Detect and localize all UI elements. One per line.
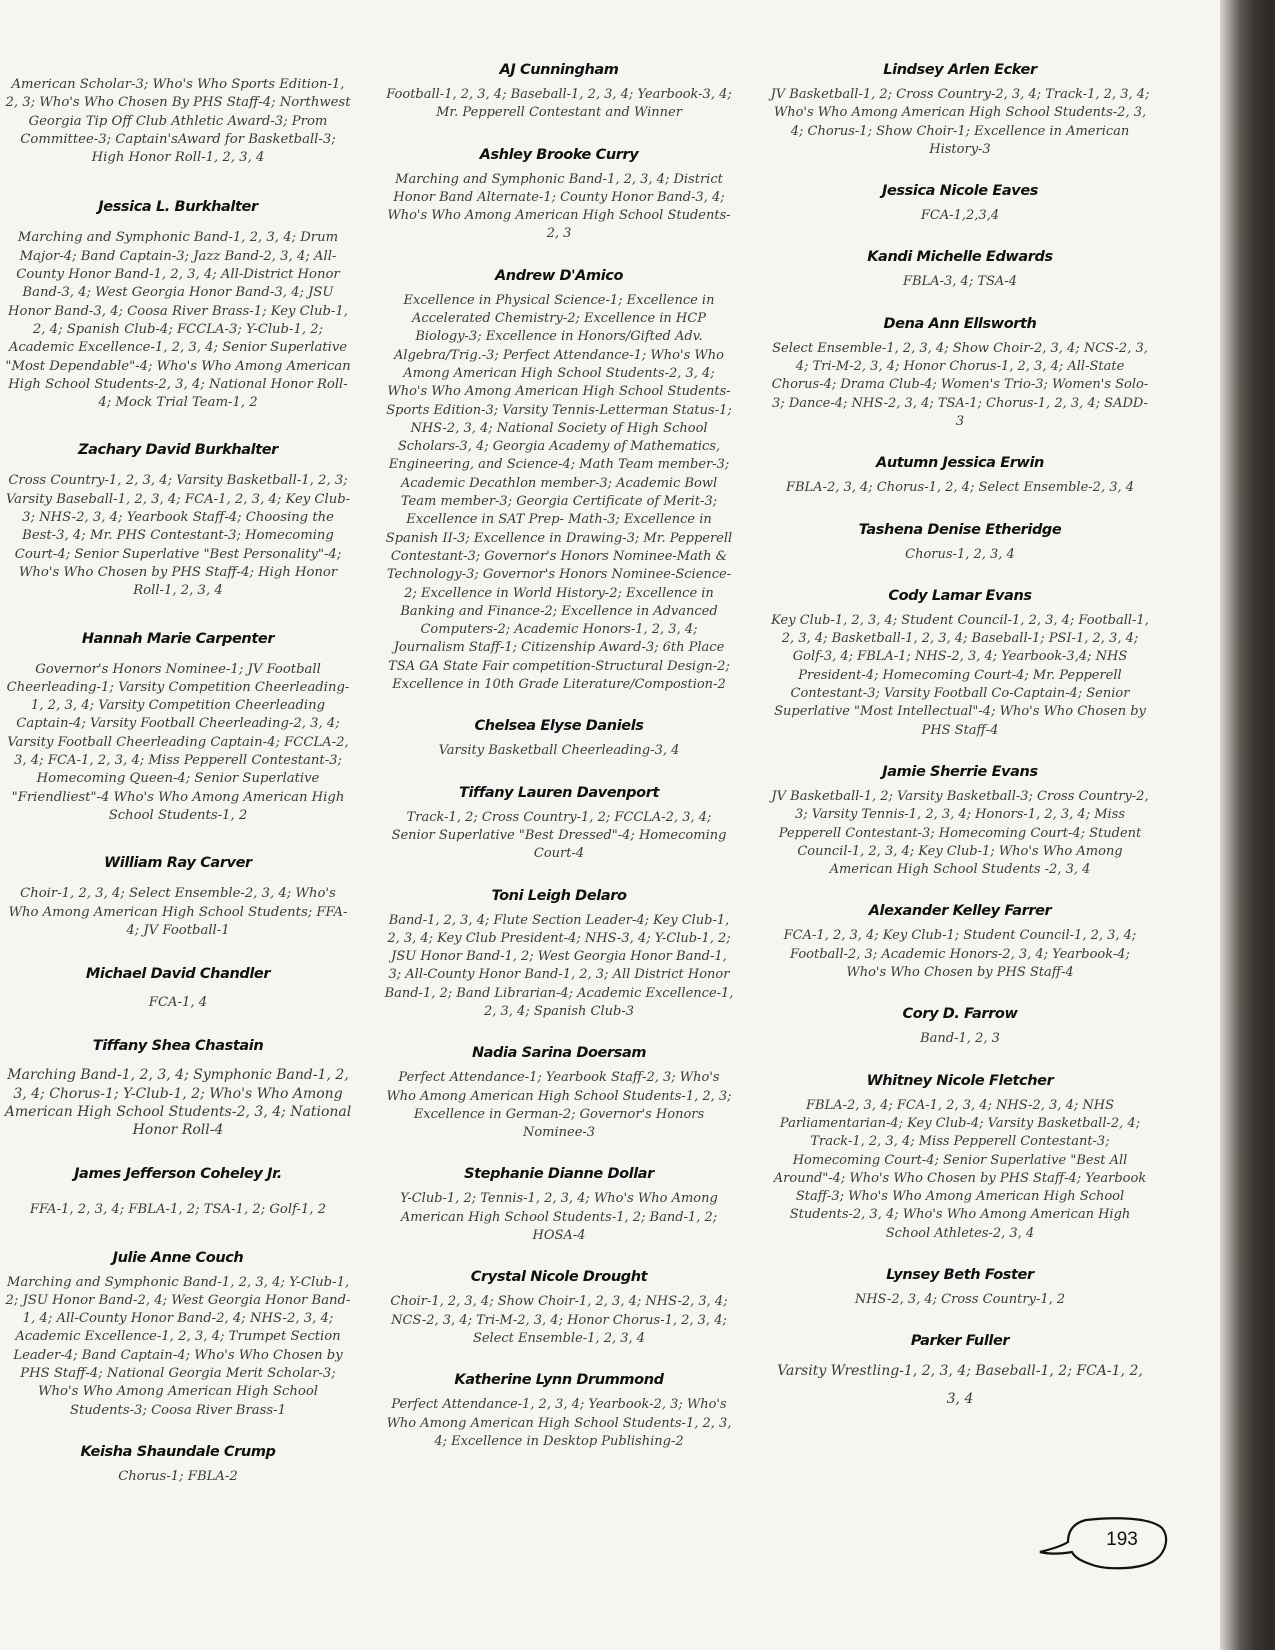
student-name: Hannah Marie Carpenter (81, 630, 275, 647)
entry-description: FFA-1, 2, 3, 4; FBLA-1, 2; TSA-1, 2; Golf-1, 2 (29, 1201, 327, 1217)
senior-entry (384, 147, 734, 244)
student-name: Lindsey Arlen Ecker (883, 62, 1037, 78)
entry-description: FCA-1,2,3,4 (920, 208, 1000, 224)
student-name: Alexander Kelley Farrer (868, 903, 1052, 920)
senior-entry (384, 1372, 734, 1451)
entry-description: Perfect Attendance-1; Yearbook Staff-2, 3; Who's Who Among American High School Students-1, 2, 3; Excellence in German-2; Governor's Honors Nominee-3 (386, 1070, 732, 1141)
entry-description: American Scholar-3; Who's Who Sports Edition-1, 2, 3; Who's Who Chosen By PHS Staff-4; Northwest Georgia Tip Off Club Athletic Award-3; Prom Committee-3; Captain'sAward for Basketball-3; High Honor Roll-1, 2, 3, 4 (5, 77, 351, 166)
student-name: Nadia Sarina Doersam (471, 1045, 647, 1062)
student-name: AJ Cunningham (499, 62, 619, 78)
senior-entry (4, 1250, 352, 1420)
book-spine-shadow (1220, 0, 1275, 1650)
senior-entry (384, 1045, 734, 1142)
senior-entry (770, 1073, 1150, 1243)
student-name: Whitney Nicole Fletcher (866, 1072, 1054, 1089)
column-left (4, 62, 352, 1510)
student-name: William Ray Carver (104, 855, 252, 872)
senior-entry (770, 522, 1150, 564)
senior-entry (384, 1166, 734, 1245)
student-name: Katherine Lynn Drummond (454, 1372, 664, 1389)
entry-description: Chorus-1; FBLA-2 (118, 1468, 238, 1484)
entry-continued (4, 76, 352, 167)
student-name: Autumn Jessica Erwin (876, 455, 1044, 472)
senior-entry (4, 1166, 352, 1226)
senior-entry (4, 442, 352, 600)
senior-entry (4, 1444, 352, 1486)
entry-description: FCA-1, 2, 3, 4; Key Club-1; Student Council-1, 2, 3, 4; Football-2, 3; Academic Honors-2, 3, 4; Yearbook-4; Who's Who Chosen by PHS Staff-4 (783, 928, 1137, 981)
entry-description: Y-Club-1, 2; Tennis-1, 2, 3, 4; Who's Who Among American High School Students-1, 2; Band-1, 2; HOSA-4 (400, 1191, 718, 1244)
entry-description: Marching and Symphonic Band-1, 2, 3, 4; Y-Club-1, 2; JSU Honor Band-2, 4; West Georgia Honor Band-1, 4; All-County Honor Band-2, 4; NHS-2, 3, 4; Academic Excellence-1, 2, 3, 4; Trumpet Section Leader-4; Band Captain-4; Who's Who Chosen by PHS Staff-4; National Georgia Merit Scholar-3; Who's Who Among American High School Students-3; Coosa River Brass-1 (5, 1274, 351, 1418)
senior-entry (4, 199, 352, 412)
entry-description: Choir-1, 2, 3, 4; Show Choir-1, 2, 3, 4; NHS-2, 3, 4; NCS-2, 3, 4; Tri-M-2, 3, 4; Honor Chorus-1, 2, 3, 4; Select Ensemble-1, 2, 3, 4 (390, 1294, 728, 1346)
entry-description: Varsity Wrestling-1, 2, 3, 4; Baseball-1, 2; FCA-1, 2, 3, 4 (777, 1363, 1143, 1408)
entry-description: FCA-1, 4 (148, 995, 208, 1011)
entry-description: Varsity Basketball Cheerleading-3, 4 (438, 743, 680, 759)
student-name: Tashena Denise Etheridge (858, 521, 1062, 538)
senior-entry (4, 855, 352, 940)
senior-entry (770, 249, 1150, 291)
student-name: Parker Fuller (910, 1333, 1010, 1350)
column-middle (384, 62, 734, 1475)
entry-description: Cross Country-1, 2, 3, 4; Varsity Basketball-1, 2, 3; Varsity Baseball-1, 2, 3, 4; FCA-1, 2, 3, 4; Key Club-3; NHS-2, 3, 4; Yearbook Staff-4; Choosing the Best-3, 4; Mr. PHS Contestant-3; Homecoming Court-4; Senior Superlative "Best Personality"-4; Who's Who Chosen by PHS Staff-4; High Honor Roll-1, 2, 3, 4 (5, 473, 351, 599)
student-name: Cody Lamar Evans (888, 587, 1032, 604)
student-name: Ashley Brooke Curry (479, 146, 639, 163)
senior-entry (384, 1269, 734, 1348)
student-name: Jessica Nicole Eaves (881, 183, 1038, 200)
student-name: James Jefferson Coheley Jr. (74, 1165, 282, 1182)
entry-description: FBLA-3, 4; TSA-4 (903, 274, 1017, 290)
entry-description: Chorus-1, 2, 3, 4 (905, 546, 1015, 562)
senior-entry (384, 718, 734, 760)
entry-description: Perfect Attendance-1, 2, 3, 4; Yearbook-2, 3; Who's Who Among American High School Students-1, 2, 3, 4; Excellence in Desktop Publishing-2 (386, 1397, 732, 1449)
student-name: Toni Leigh Delaro (491, 887, 627, 904)
senior-entry (770, 1267, 1150, 1309)
entry-description: JV Basketball-1, 2; Varsity Basketball-3; Cross Country-2, 3; Varsity Tennis-1, 2, 3, 4; Honors-1, 2, 3, 4; Miss Pepperell Contestant-3; Homecoming Court-4; Student Council-1, 2, 3, 4; Key Club-1; Who's Who Among American High School Students -2, 3, 4 (771, 788, 1149, 878)
senior-entry (770, 455, 1150, 497)
student-name: Keisha Shaundale Crump (80, 1443, 276, 1460)
entry-description: Football-1, 2, 3, 4; Baseball-1, 2, 3, 4; Yearbook-3, 4; Mr. Pepperell Contestant and Winner (386, 87, 732, 121)
senior-entry (770, 1333, 1150, 1413)
entry-description: Marching Band-1, 2, 3, 4; Symphonic Band-1, 2, 3, 4; Chorus-1; Y-Club-1, 2; Who's Who Among American High School Students-2, 3, 4; National Honor Roll-4 (4, 1067, 352, 1139)
entry-description: Select Ensemble-1, 2, 3, 4; Show Choir-2, 3, 4; NCS-2, 3, 4; Tri-M-2, 3, 4; Honor Chorus-1, 2, 3, 4; All-State Chorus-4; Drama Club-4; Women's Trio-3; Women's Solo-3; Dance-4; NHS-2, 3, 4; TSA-1; Chorus-1, 2, 3, 4; SADD-3 (771, 340, 1149, 429)
student-name: Dena Ann Ellsworth (883, 315, 1037, 332)
senior-entry (770, 316, 1150, 431)
entry-description: Band-1, 2, 3 (920, 1031, 1000, 1047)
column-right (770, 62, 1150, 1437)
student-name: Michael David Chandler (85, 966, 271, 983)
senior-entry (770, 903, 1150, 982)
entry-description: Governor's Honors Nominee-1; JV Football Cheerleading-1; Varsity Competition Cheerleading-1, 2, 3, 4; Varsity Competition Cheerleading Captain-4; Varsity Football Cheerleading-2, 3, 4; Varsity Football Cheerleading Captain-4; FCCLA-2, 3, 4; FCA-1, 2, 3, 4; Miss Pepperell Contestant-3; Homecoming Queen-4; Senior Superlative "Friendliest"-4 Who's Who Among American High School Students-1, 2 (6, 661, 350, 823)
entry-description: Band-1, 2, 3, 4; Flute Section Leader-4; Key Club-1, 2, 3, 4; Key Club President-4; NHS-3, 4; Y-Club-1, 2; JSU Honor Band-1, 2; West Georgia Honor Band-1, 3; All-County Honor Band-1, 2, 3; All District Honor Band-1, 2; Band Librarian-4; Academic Excellence-1, 2, 3, 4; Spanish Club-3 (384, 912, 734, 1019)
senior-entry (384, 888, 734, 1022)
entry-description: Key Club-1, 2, 3, 4; Student Council-1, 2, 3, 4; Football-1, 2, 3, 4; Basketball-1, 2, 3, 4; Baseball-1; PSI-1, 2, 3, 4; Golf-3, 4; FBLA-1; NHS-2, 3, 4; Yearbook-3,4; NHS President-4; Homecoming Court-4; Mr. Pepperell Contestant-3; Varsity Football Co-Captain-4; Senior Superlative "Most Intellectual"-4; Who's Who Chosen by PHS Staff-4 (771, 612, 1149, 738)
student-name: Julie Anne Couch (112, 1249, 244, 1266)
page-number: 193 (1106, 1529, 1138, 1550)
student-name: Tiffany Lauren Davenport (458, 784, 660, 801)
entry-description: Marching and Symphonic Band-1, 2, 3, 4; District Honor Band Alternate-1; County Honor Band-3, 4; Who's Who Among American High School Students-2, 3 (387, 171, 731, 242)
senior-entry (384, 62, 734, 123)
entry-description: FBLA-2, 3, 4; FCA-1, 2, 3, 4; NHS-2, 3, 4; NHS Parliamentarian-4; Key Club-4; Varsity Basketball-2, 4; Track-1, 2, 3, 4; Miss Pepperell Contestant-3; Homecoming Court-4; Senior Superlative "Best All Around"-4; Who's Who Chosen by PHS Staff-4; Yearbook Staff-3; Who's Who Among American High School Students-2, 3, 4; Who's Who Among American High School Athletes-2, 3, 4 (773, 1097, 1147, 1241)
entry-description: JV Basketball-1, 2; Cross Country-2, 3, 4; Track-1, 2, 3, 4; Who's Who Among American High School Students-2, 3, 4; Chorus-1; Show Choir-1; Excellence in American History-3 (770, 87, 1150, 157)
student-name: Tiffany Shea Chastain (92, 1038, 264, 1055)
senior-entry (4, 631, 352, 826)
student-name: Jamie Sherrie Evans (882, 763, 1038, 780)
entry-description: Choir-1, 2, 3, 4; Select Ensemble-2, 3, 4; Who's Who Among American High School Students; FFA-4; JV Football-1 (8, 886, 348, 938)
entry-description: Track-1, 2; Cross Country-1, 2; FCCLA-2, 3, 4; Senior Superlative "Best Dressed"-4; Homecoming Court-4 (391, 809, 727, 862)
student-name: Chelsea Elyse Daniels (474, 718, 644, 735)
student-name: Jessica L. Burkhalter (98, 199, 258, 216)
entry-description: Marching and Symphonic Band-1, 2, 3, 4; Drum Major-4; Band Captain-3; Jazz Band-2, 3, 4; All-County Honor Band-1, 2, 3, 4; All-District Honor Band-3, 4; West Georgia Honor Band-3, 4; JSU Honor Band-3, 4; Coosa River Brass-1; Key Club-1, 2, 4; Spanish Club-4; FCCLA-3; Y-Club-1, 2; Academic Excellence-1, 2, 3, 4; Senior Superlative "Most Dependable"-4; Who's Who Among American High School Students-2, 3, 4; National Honor Roll-4; Mock Trial Team-1, 2 (5, 230, 351, 411)
senior-entry (770, 588, 1150, 740)
senior-entry (4, 966, 352, 1012)
senior-entry (384, 785, 734, 864)
entry-description: NHS-2, 3, 4; Cross Country-1, 2 (854, 1291, 1066, 1307)
student-name: Andrew D'Amico (494, 267, 624, 284)
student-name: Lynsey Beth Foster (886, 1266, 1034, 1283)
student-name: Zachary David Burkhalter (78, 442, 278, 459)
senior-entry (384, 268, 734, 695)
student-name: Stephanie Dianne Dollar (464, 1166, 654, 1183)
student-name: Cory D. Farrow (902, 1006, 1018, 1023)
entry-description: Excellence in Physical Science-1; Excellence in Accelerated Chemistry-2; Excellence in HCP Biology-3; Excellence in Honors/Gifted Adv. Algebra/Trig.-3; Perfect Attendance-1; Who's Who Among American High School Students-2, 3, 4; Who's Who Among American High School Students-Sports Edition-3; Varsity Tennis-Letterman Status-1; NHS-2, 3, 4; National Society of High School Scholars-3, 4; Georgia Academy of Mathematics, Engineering, and Science-4; Math Team member-3; Academic Decathlon member-3; Academic Bowl Team member-3; Georgia Certificate of Merit-3; Excellence in SAT Prep- Math-3; Excellence in Spanish II-3; Excellence in Drawing-3; Mr. Pepperell Contestant-3; Governor's Honors Nominee-Math & Technology-3; Governor's Honors Nominee-Science-2; Excellence in World History-2; Excellence in Banking and Finance-2; Excellence in Advanced Computers-2; Academic Honors-1, 2, 3, 4; Journalism Staff-1; Citizenship Award-3; 6th Place TSA GA State Fair competition-Structural Design-2; Excellence in 10th Grade Literature/Compostion-2 (385, 292, 733, 693)
senior-entry (770, 1006, 1150, 1048)
senior-entry (770, 183, 1150, 225)
student-name: Kandi Michelle Edwards (867, 249, 1053, 266)
senior-entry (4, 1038, 352, 1139)
senior-entry (770, 764, 1150, 879)
entry-description: FBLA-2, 3, 4; Chorus-1, 2, 4; Select Ensemble-2, 3, 4 (785, 480, 1135, 496)
senior-entry (770, 62, 1150, 159)
student-name: Crystal Nicole Drought (470, 1269, 648, 1286)
